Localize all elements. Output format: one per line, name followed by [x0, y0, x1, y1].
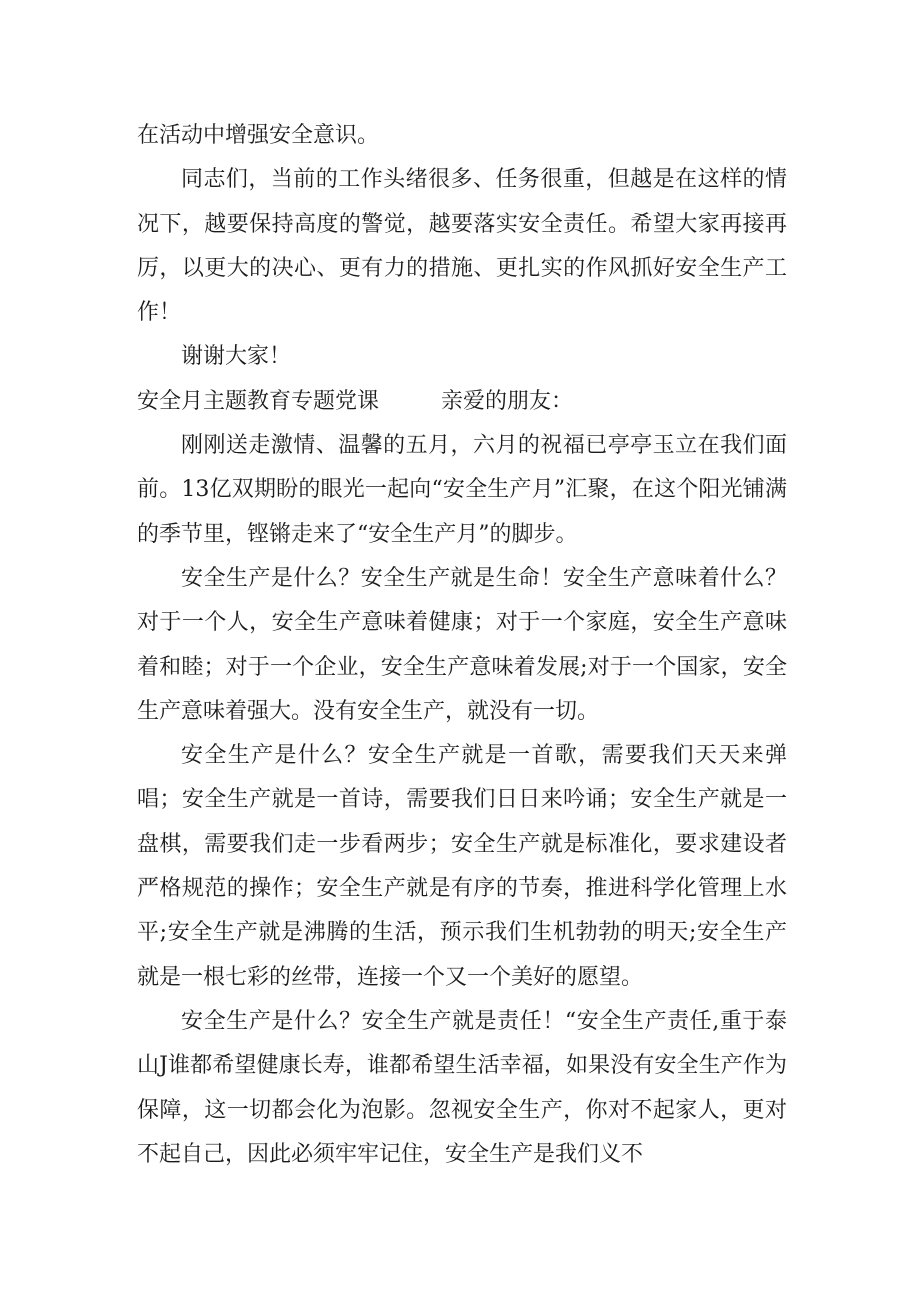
paragraph-closing-appeal: 同志们，当前的工作头绪很多、任务很重，但越是在这样的情况下，越要保持高度的警觉，越要落实安全责任。希望大家再接再厉，以更大的决心、更有力的措施、更扎实的作风抓好安全生产工作！ — [137, 167, 787, 326]
paragraph-continuation: 在活动中增强安全意识。 — [137, 123, 380, 148]
document-body — [137, 114, 787, 1177]
paragraph-june-intro: 刚刚送走激情、温馨的五月，六月的祝福已亭亭玉立在我们面前。13亿双期盼的眼光一起向“安全生产月”汇聚，在这个阳光铺满的季节里，铿锵走来了“安全生产月”的脚步。 — [137, 433, 787, 547]
paragraph-safety-is-responsibility: 安全生产是什么？安全生产就是责任！“安全生产责任,重于泰山J谁都希望健康长寿，谁都希望生活幸福，如果没有安全生产作为保障，这一切都会化为泡影。忽视安全生产，你对不起家人，更对不起自己，因此必须牢牢记住，安全生产是我们义不 — [137, 1008, 787, 1167]
paragraph-thanks: 谢谢大家！ — [181, 344, 292, 370]
paragraph-safety-is-life: 安全生产是什么？安全生产就是生命！安全生产意味着什么？对于一个人，安全生产意味着健康；对于一个家庭，安全生产意味着和睦；对于一个企业，安全生产意味着发展;对于一个国家，安全生产意味着强大。没有安全生产，就没有一切。 — [137, 565, 787, 724]
salutation: 亲爱的朋友： — [441, 388, 574, 414]
section-heading-line — [137, 380, 787, 424]
section-title: 安全月主题教育专题党课 — [137, 388, 380, 414]
paragraph-safety-is-song: 安全生产是什么？安全生产就是一首歌，需要我们天天来弹唱；安全生产就是一首诗，需要我们日日来吟诵；安全生产就是一盘棋，需要我们走一步看两步；安全生产就是标准化，要求建设者严格规范的操作；安全生产就是有序的节奏，推进科学化管理上水平;安全生产就是沸腾的生活，预示我们生机勃勃的明天;安全生产就是一根七彩的丝带，连接一个又一个美好的愿望。 — [137, 743, 787, 990]
